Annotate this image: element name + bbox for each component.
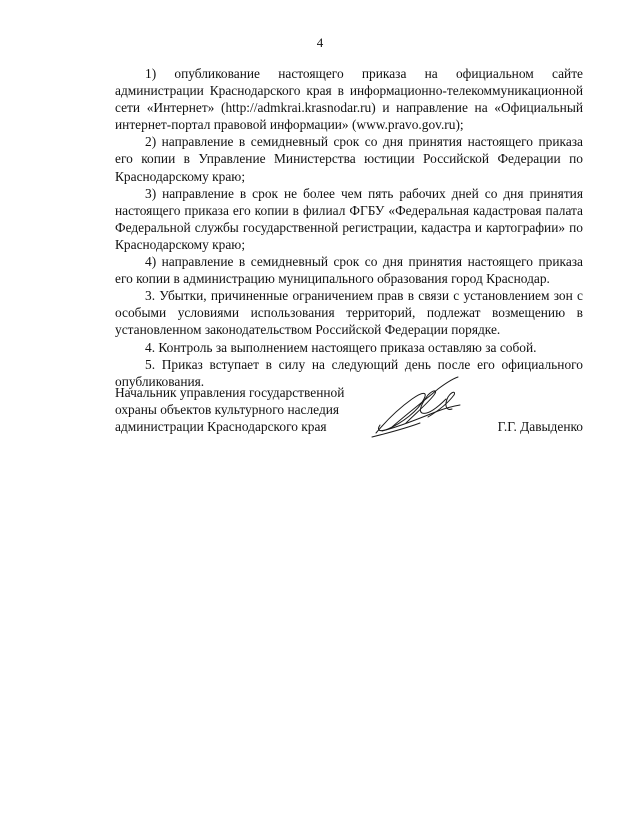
signer-name: Г.Г. Давыденко <box>497 419 583 434</box>
signatory-title-line: Начальник управления государственной <box>115 385 345 400</box>
handwritten-signature <box>368 373 468 445</box>
paragraph-losses: 3. Убытки, причиненные ограничением прав в связи с установлением зон с особыми условиями использования территорий, подлежат возмещению в установленном законодательством Российской Федерации порядке. <box>115 288 583 338</box>
paragraph-publication: 1) опубликование настоящего приказа на официальном сайте администрации Краснодарского края в информационно-телекоммуникационной сети «Интернет» (http://admkrai.krasnodar.ru) и направление на «Официальный интернет-портал правовой информации» (www.pravo.gov.ru); <box>115 66 583 133</box>
page-number: 4 <box>316 35 324 50</box>
paragraph-ministry-justice: 2) направление в семидневный срок со дня принятия настоящего приказа его копии в Управление Министерства юстиции Российской Федерации по Краснодарскому краю; <box>115 134 583 184</box>
paragraph-effective-date: 5. Приказ вступает в силу на следующий день после его официального опубликования. <box>115 356 583 389</box>
paragraph-control: 4. Контроль за выполнением настоящего приказа оставляю за собой. <box>145 339 537 355</box>
paragraph-city-administration: 4) направление в семидневный срок со дня принятия настоящего приказа его копии в администрацию муниципального образования город Краснодар. <box>115 254 583 287</box>
signatory-title-line: охраны объектов культурного наследия <box>115 402 340 418</box>
paragraph-cadastral-chamber: 3) направление в срок не более чем пять рабочих дней со дня принятия настоящего приказа его копии в филиал ФГБУ «Федеральная кадастровая палата Федеральной службы государственной регистрации, кадастра и картографии» по Краснодарскому краю; <box>115 185 583 252</box>
document-body <box>115 65 583 390</box>
signatory-title-line: администрации Краснодарского края <box>115 419 327 435</box>
